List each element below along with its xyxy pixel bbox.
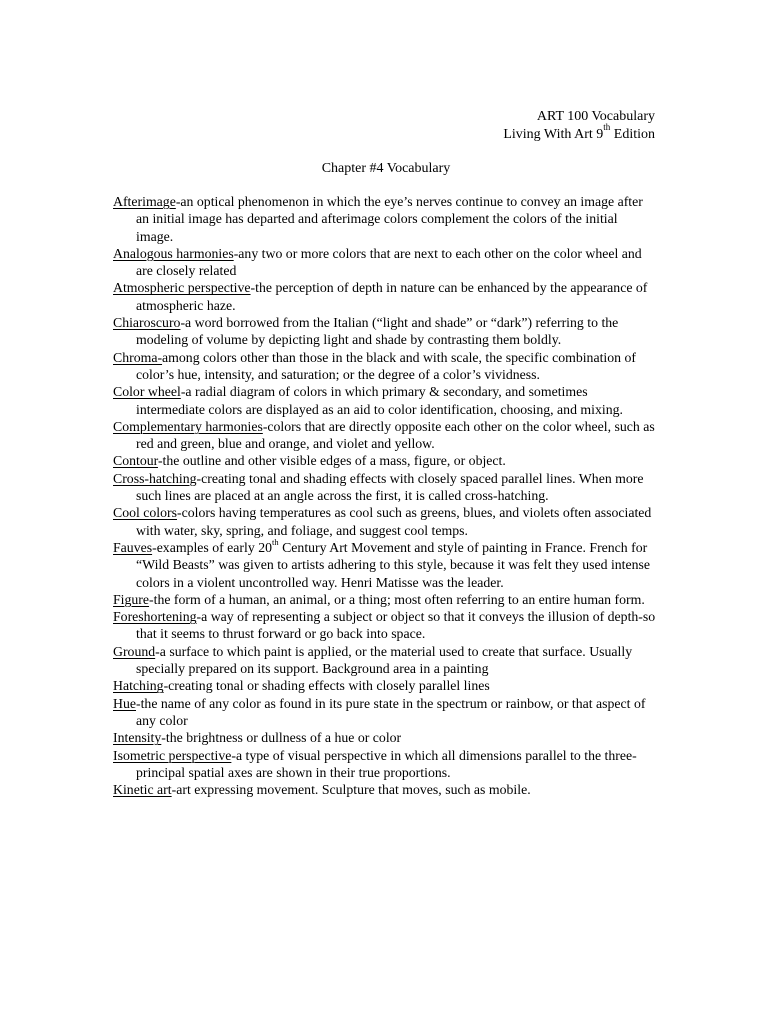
vocab-term: Cross-hatching [113,470,197,486]
vocab-term: Foreshortening [113,609,197,625]
vocab-term: Hue [113,695,136,711]
vocab-term: Chiaroscuro [113,315,181,331]
book-title-suffix: Edition [610,127,655,142]
document-header [503,108,655,144]
vocab-entry [113,418,658,453]
vocabulary-list [113,193,658,798]
vocab-term: Chroma- [113,349,163,365]
vocab-entry [113,245,658,280]
vocab-entry [113,470,658,505]
vocab-definition: -art expressing movement. Sculpture that moves, such as mobile. [171,782,531,798]
vocab-term: Color wheel [113,384,181,400]
vocab-definition: -the name of any color as found in its pure state in the spectrum or rainbow, or that aspect of any color [136,695,646,728]
vocab-term: Figure [113,591,150,607]
chapter-title-text: Chapter #4 Vocabulary [321,161,451,176]
vocab-definition-superscript: th [272,537,279,548]
vocab-term: Isometric perspective [113,747,232,763]
vocab-entry [113,747,658,782]
vocab-entry [113,781,658,798]
vocab-definition: -the outline and other visible edges of a mass, figure, or object. [157,453,506,469]
vocab-definition: -a radial diagram of colors in which primary & secondary, and sometimes intermediate colors are displayed as an aid to color identification, choosing, and mixing. [136,384,623,417]
vocab-definition: -colors that are directly opposite each other on the color wheel, such as red and green, blue and orange, and violet and yellow. [136,418,655,452]
book-title [503,122,655,144]
vocab-definition: -the perception of depth in nature can be enhanced by the appearance of atmospheric haze. [136,280,648,313]
vocab-term: Atmospheric perspective [113,280,251,296]
vocab-definition: -an optical phenomenon in which the eye’s nerves continue to convey an image after an initial image has departed and afterimage colors complement the colors of the initial image. [136,194,643,244]
vocab-definition: -colors having temperatures as cool such as greens, blues, and violets often associated with water, sky, spring, and foliage, and suggest cool temps. [136,505,652,538]
vocab-entry [113,193,658,245]
vocab-entry [113,349,658,384]
vocab-entry [113,314,658,349]
vocab-definition: -a surface to which paint is applied, or the material used to create that surface. Usually specially prepared on its support. Background area in a painting [136,643,633,677]
vocab-definition: -any two or more colors that are next to each other on the color wheel and are closely related [136,245,642,279]
vocab-entry [113,279,658,314]
vocab-term: Intensity [113,730,162,746]
vocab-term: Analogous harmonies [113,245,234,261]
vocab-term: Complementary harmonies [113,418,263,434]
vocab-entry [113,643,658,678]
vocab-definition: -the brightness or dullness of a hue or color [161,730,402,746]
vocab-entry [113,591,658,608]
vocab-entry [113,452,658,469]
vocab-term: Contour [113,453,158,469]
vocab-entry [113,383,658,418]
vocab-definition: among colors other than those in the black and with scale, the specific combination of color’s hue, intensity, and saturation; or the degree of a color’s vividness. [136,349,636,382]
vocab-entry [113,539,658,591]
vocab-term: Fauves [113,539,153,555]
vocab-entry [113,677,658,694]
vocab-definition: -creating tonal and shading effects with closely spaced parallel lines. When more such lines are placed at an angle across the first, it is called cross-hatching. [136,470,644,504]
book-title-superscript: th [603,122,611,133]
vocab-entry [113,608,658,643]
vocab-term: Kinetic art [113,782,172,798]
vocab-definition-suffix: Century Art Movement and style of painting in France. French for “Wild Beasts” was given to artists adhering to this style, because it was felt they used intense colors in a violent uncontrolled way. Henri Matisse was the leader. [136,539,651,590]
chapter-title [0,160,768,178]
vocab-entry [113,729,658,746]
vocab-definition: -a word borrowed from the Italian (“light and shade” or “dark”) referring to the modeling of volume by depicting light and shade by contrasting them boldly. [136,315,619,348]
vocab-definition: -the form of a human, an animal, or a thing; most often referring to an entire human form. [149,591,645,607]
vocab-definition: -a way of representing a subject or object so that it conveys the illusion of depth-so that it seems to thrust forward or go back into space. [136,609,656,642]
vocab-definition-prefix: -examples of early 20 [152,539,273,555]
vocab-term: Ground [113,643,156,659]
vocab-entry [113,504,658,539]
vocab-definition: -a type of visual perspective in which all dimensions parallel to the three-principal spatial axes are shown in their true proportions. [136,747,637,780]
vocab-entry [113,695,658,730]
vocab-term: Cool colors [113,505,177,521]
book-title-prefix: Living With Art 9 [503,127,604,142]
vocab-term: Afterimage [113,194,176,209]
course-title: ART 100 Vocabulary [536,109,655,124]
vocab-term: Hatching [113,678,164,694]
vocab-definition: -creating tonal or shading effects with closely parallel lines [163,678,490,694]
